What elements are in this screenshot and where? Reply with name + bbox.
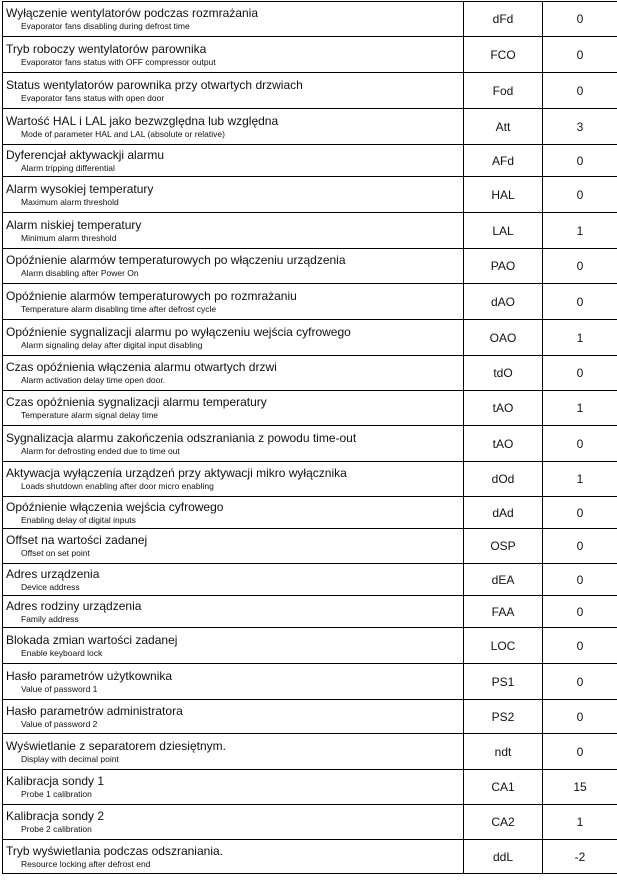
parameter-code: LOC — [464, 628, 543, 664]
parameter-code: Att — [464, 109, 543, 145]
parameter-value: 0 — [543, 284, 617, 320]
parameter-code: CA1 — [464, 770, 543, 805]
parameter-name-english: Alarm signaling delay after digital input disabling — [21, 339, 203, 350]
parameter-code: tAO — [464, 391, 543, 426]
parameter-value: 1 — [543, 391, 617, 426]
parameter-name-english: Minimum alarm threshold — [21, 232, 117, 243]
parameter-code: dFd — [464, 2, 543, 37]
parameter-value: 0 — [543, 37, 617, 73]
parameter-table — [2, 1, 617, 874]
parameter-description-cell — [3, 529, 464, 564]
parameter-row — [3, 145, 617, 177]
parameter-name-polish: Tryb roboczy wentylatorów parownika — [6, 41, 207, 56]
parameter-code: dAd — [464, 497, 543, 529]
parameter-description-cell — [3, 628, 464, 664]
parameter-name-english: Evaporator fans status with open door — [21, 92, 165, 103]
parameter-value: 1 — [543, 805, 617, 840]
parameter-value: 0 — [543, 700, 617, 734]
parameter-code: HAL — [464, 177, 543, 213]
parameter-code: tdO — [464, 356, 543, 391]
parameter-description-cell — [3, 145, 464, 177]
parameter-code: CA2 — [464, 805, 543, 840]
parameter-description-cell — [3, 391, 464, 426]
parameter-row — [3, 213, 617, 249]
parameter-row — [3, 805, 617, 840]
parameter-description-cell — [3, 177, 464, 213]
parameter-description-cell — [3, 497, 464, 529]
parameter-name-english: Mode of parameter HAL and LAL (absolute or relative) — [21, 128, 225, 139]
parameter-name-polish: Kalibracja sondy 1 — [6, 774, 105, 788]
parameter-name-polish: Offset na wartości zadanej — [6, 533, 148, 547]
parameter-name-english: Temperature alarm signal delay time — [21, 410, 159, 420]
parameter-row — [3, 73, 617, 109]
parameter-value: 0 — [543, 73, 617, 109]
parameter-description-cell — [3, 805, 464, 840]
parameter-value: 0 — [543, 596, 617, 628]
parameter-name-polish: Hasło parametrów użytkownika — [6, 668, 173, 683]
parameter-name-polish: Opóźnienie alarmów temperaturowych po włączeniu urządzenia — [6, 253, 346, 267]
parameter-row — [3, 628, 617, 664]
parameter-row — [3, 177, 617, 213]
parameter-description-cell — [3, 840, 464, 874]
parameter-code: Fod — [464, 73, 543, 109]
parameter-name-polish: Dyferencjał aktywackji alarmu — [6, 147, 165, 162]
parameter-code: dOd — [464, 462, 543, 497]
parameter-name-english: Loads shutdown enabling after door micro enabling — [21, 481, 214, 491]
parameter-value: 0 — [543, 356, 617, 391]
parameter-code: OAO — [464, 320, 543, 356]
parameter-name-polish: Hasło parametrów administratora — [6, 703, 183, 718]
parameter-description-cell — [3, 426, 464, 462]
parameter-row — [3, 664, 617, 700]
parameter-row — [3, 249, 617, 284]
parameter-row — [3, 320, 617, 356]
parameter-value: 0 — [543, 734, 617, 770]
parameter-description-cell — [3, 320, 464, 356]
parameter-name-english: Device address — [21, 581, 80, 592]
parameter-description-cell — [3, 284, 464, 320]
parameter-code: FCO — [464, 37, 543, 73]
parameter-name-polish: Status wentylatorów parownika przy otwartych drzwiach — [6, 77, 303, 92]
parameter-name-english: Alarm disabling after Power On — [21, 268, 139, 278]
parameter-name-english: Alarm activation delay time open door. — [21, 375, 166, 385]
parameter-name-english: Enabling delay of digital inputs — [21, 514, 136, 525]
parameter-value: 15 — [543, 770, 617, 805]
parameter-row — [3, 529, 617, 564]
parameter-name-polish: Alarm niskiej temperatury — [6, 217, 142, 232]
parameter-name-english: Alarm for defrosting ended due to time out — [21, 445, 180, 456]
parameter-code: PS1 — [464, 664, 543, 700]
parameter-name-english: Display with decimal point — [21, 753, 119, 764]
parameter-name-english: Evaporator fans status with OFF compressor output — [21, 56, 216, 67]
parameter-row — [3, 391, 617, 426]
parameter-name-polish: Tryb wyświetlania podczas odszraniania. — [6, 843, 223, 858]
parameter-name-english: Offset on set point — [21, 548, 90, 558]
parameter-row — [3, 109, 617, 145]
parameter-name-english: Value of password 1 — [21, 683, 98, 694]
parameter-name-polish: Opóźnienie włączenia wejścia cyfrowego — [6, 499, 224, 514]
parameter-value: 0 — [543, 664, 617, 700]
parameter-code: tAO — [464, 426, 543, 462]
parameter-name-polish: Aktywacja wyłączenia urządzeń przy aktywacji mikro wyłącznika — [6, 466, 347, 480]
parameter-row — [3, 564, 617, 596]
parameter-name-polish: Blokada zmian wartości zadanej — [6, 632, 178, 647]
parameter-value: 1 — [543, 320, 617, 356]
parameter-description-cell — [3, 37, 464, 73]
parameter-value: 3 — [543, 109, 617, 145]
parameter-code: ddL — [464, 840, 543, 874]
parameter-description-cell — [3, 664, 464, 700]
parameter-name-english: Enable keyboard lock — [21, 647, 103, 658]
parameter-name-english: Evaporator fans disabling during defrost time — [21, 21, 190, 31]
parameter-name-polish: Wyświetlanie z separatorem dziesiętnym. — [6, 738, 226, 753]
parameter-row — [3, 596, 617, 628]
parameter-value: 0 — [543, 628, 617, 664]
parameter-name-english: Resource locking after defrost end — [21, 858, 151, 869]
parameter-code: dEA — [464, 564, 543, 596]
parameter-description-cell — [3, 596, 464, 628]
parameter-name-english: Temperature alarm disabling time after defrost cycle — [21, 303, 217, 314]
parameter-code: ndt — [464, 734, 543, 770]
parameter-name-english: Alarm tripping differential — [21, 162, 115, 173]
parameter-row — [3, 37, 617, 73]
parameter-name-polish: Czas opóźnienia włączenia alarmu otwartych drzwi — [6, 360, 277, 374]
parameter-name-english: Value of password 2 — [21, 718, 98, 729]
parameter-description-cell — [3, 700, 464, 734]
parameter-row — [3, 700, 617, 734]
parameter-name-polish: Adres rodziny urządzenia — [6, 598, 142, 613]
parameter-name-polish: Wyłączenie wentylatorów podczas rozmrażania — [6, 6, 258, 20]
parameter-row — [3, 840, 617, 874]
parameter-name-polish: Kalibracja sondy 2 — [6, 809, 105, 823]
parameter-description-cell — [3, 2, 464, 37]
parameter-description-cell — [3, 770, 464, 805]
parameter-row — [3, 770, 617, 805]
parameter-description-cell — [3, 734, 464, 770]
parameter-name-polish: Czas opóźnienia sygnalizacji alarmu temperatury — [6, 395, 267, 409]
parameter-table-body — [3, 2, 617, 874]
parameter-name-english: Probe 1 calibration — [21, 789, 92, 799]
parameter-value: -2 — [543, 840, 617, 874]
parameter-value: 0 — [543, 529, 617, 564]
parameter-name-english: Family address — [21, 613, 79, 624]
parameter-row — [3, 426, 617, 462]
parameter-row — [3, 356, 617, 391]
parameter-code: PAO — [464, 249, 543, 284]
parameter-description-cell — [3, 462, 464, 497]
parameter-value: 0 — [543, 2, 617, 37]
parameter-code: dAO — [464, 284, 543, 320]
parameter-code: FAA — [464, 596, 543, 628]
parameter-name-english: Maximum alarm threshold — [21, 196, 119, 207]
parameter-code: LAL — [464, 213, 543, 249]
parameter-row — [3, 462, 617, 497]
parameter-description-cell — [3, 109, 464, 145]
parameter-description-cell — [3, 73, 464, 109]
parameter-description-cell — [3, 356, 464, 391]
parameter-value: 1 — [543, 213, 617, 249]
parameter-row — [3, 2, 617, 37]
parameter-code: OSP — [464, 529, 543, 564]
parameter-name-polish: Opóźnienie alarmów temperaturowych po rozmrażaniu — [6, 288, 297, 303]
parameter-name-polish: Adres urządzenia — [6, 566, 100, 581]
parameter-name-polish: Alarm wysokiej temperatury — [6, 181, 154, 196]
parameter-value: 0 — [543, 426, 617, 462]
parameter-value: 0 — [543, 177, 617, 213]
parameter-row — [3, 284, 617, 320]
parameter-value: 0 — [543, 564, 617, 596]
parameter-value: 0 — [543, 249, 617, 284]
parameter-name-english: Probe 2 calibration — [21, 824, 92, 834]
parameter-value: 0 — [543, 497, 617, 529]
parameter-code: AFd — [464, 145, 543, 177]
parameter-name-polish: Wartość HAL i LAL jako bezwzględna lub względna — [6, 113, 279, 128]
parameter-description-cell — [3, 249, 464, 284]
parameter-code: PS2 — [464, 700, 543, 734]
parameter-name-polish: Sygnalizacja alarmu zakończenia odszraniania z powodu time-out — [6, 430, 357, 445]
parameter-description-cell — [3, 213, 464, 249]
parameter-row — [3, 497, 617, 529]
parameter-row — [3, 734, 617, 770]
parameter-value: 0 — [543, 145, 617, 177]
parameter-name-polish: Opóźnienie sygnalizacji alarmu po wyłączeniu wejścia cyfrowego — [6, 324, 351, 339]
parameter-description-cell — [3, 564, 464, 596]
parameter-value: 1 — [543, 462, 617, 497]
